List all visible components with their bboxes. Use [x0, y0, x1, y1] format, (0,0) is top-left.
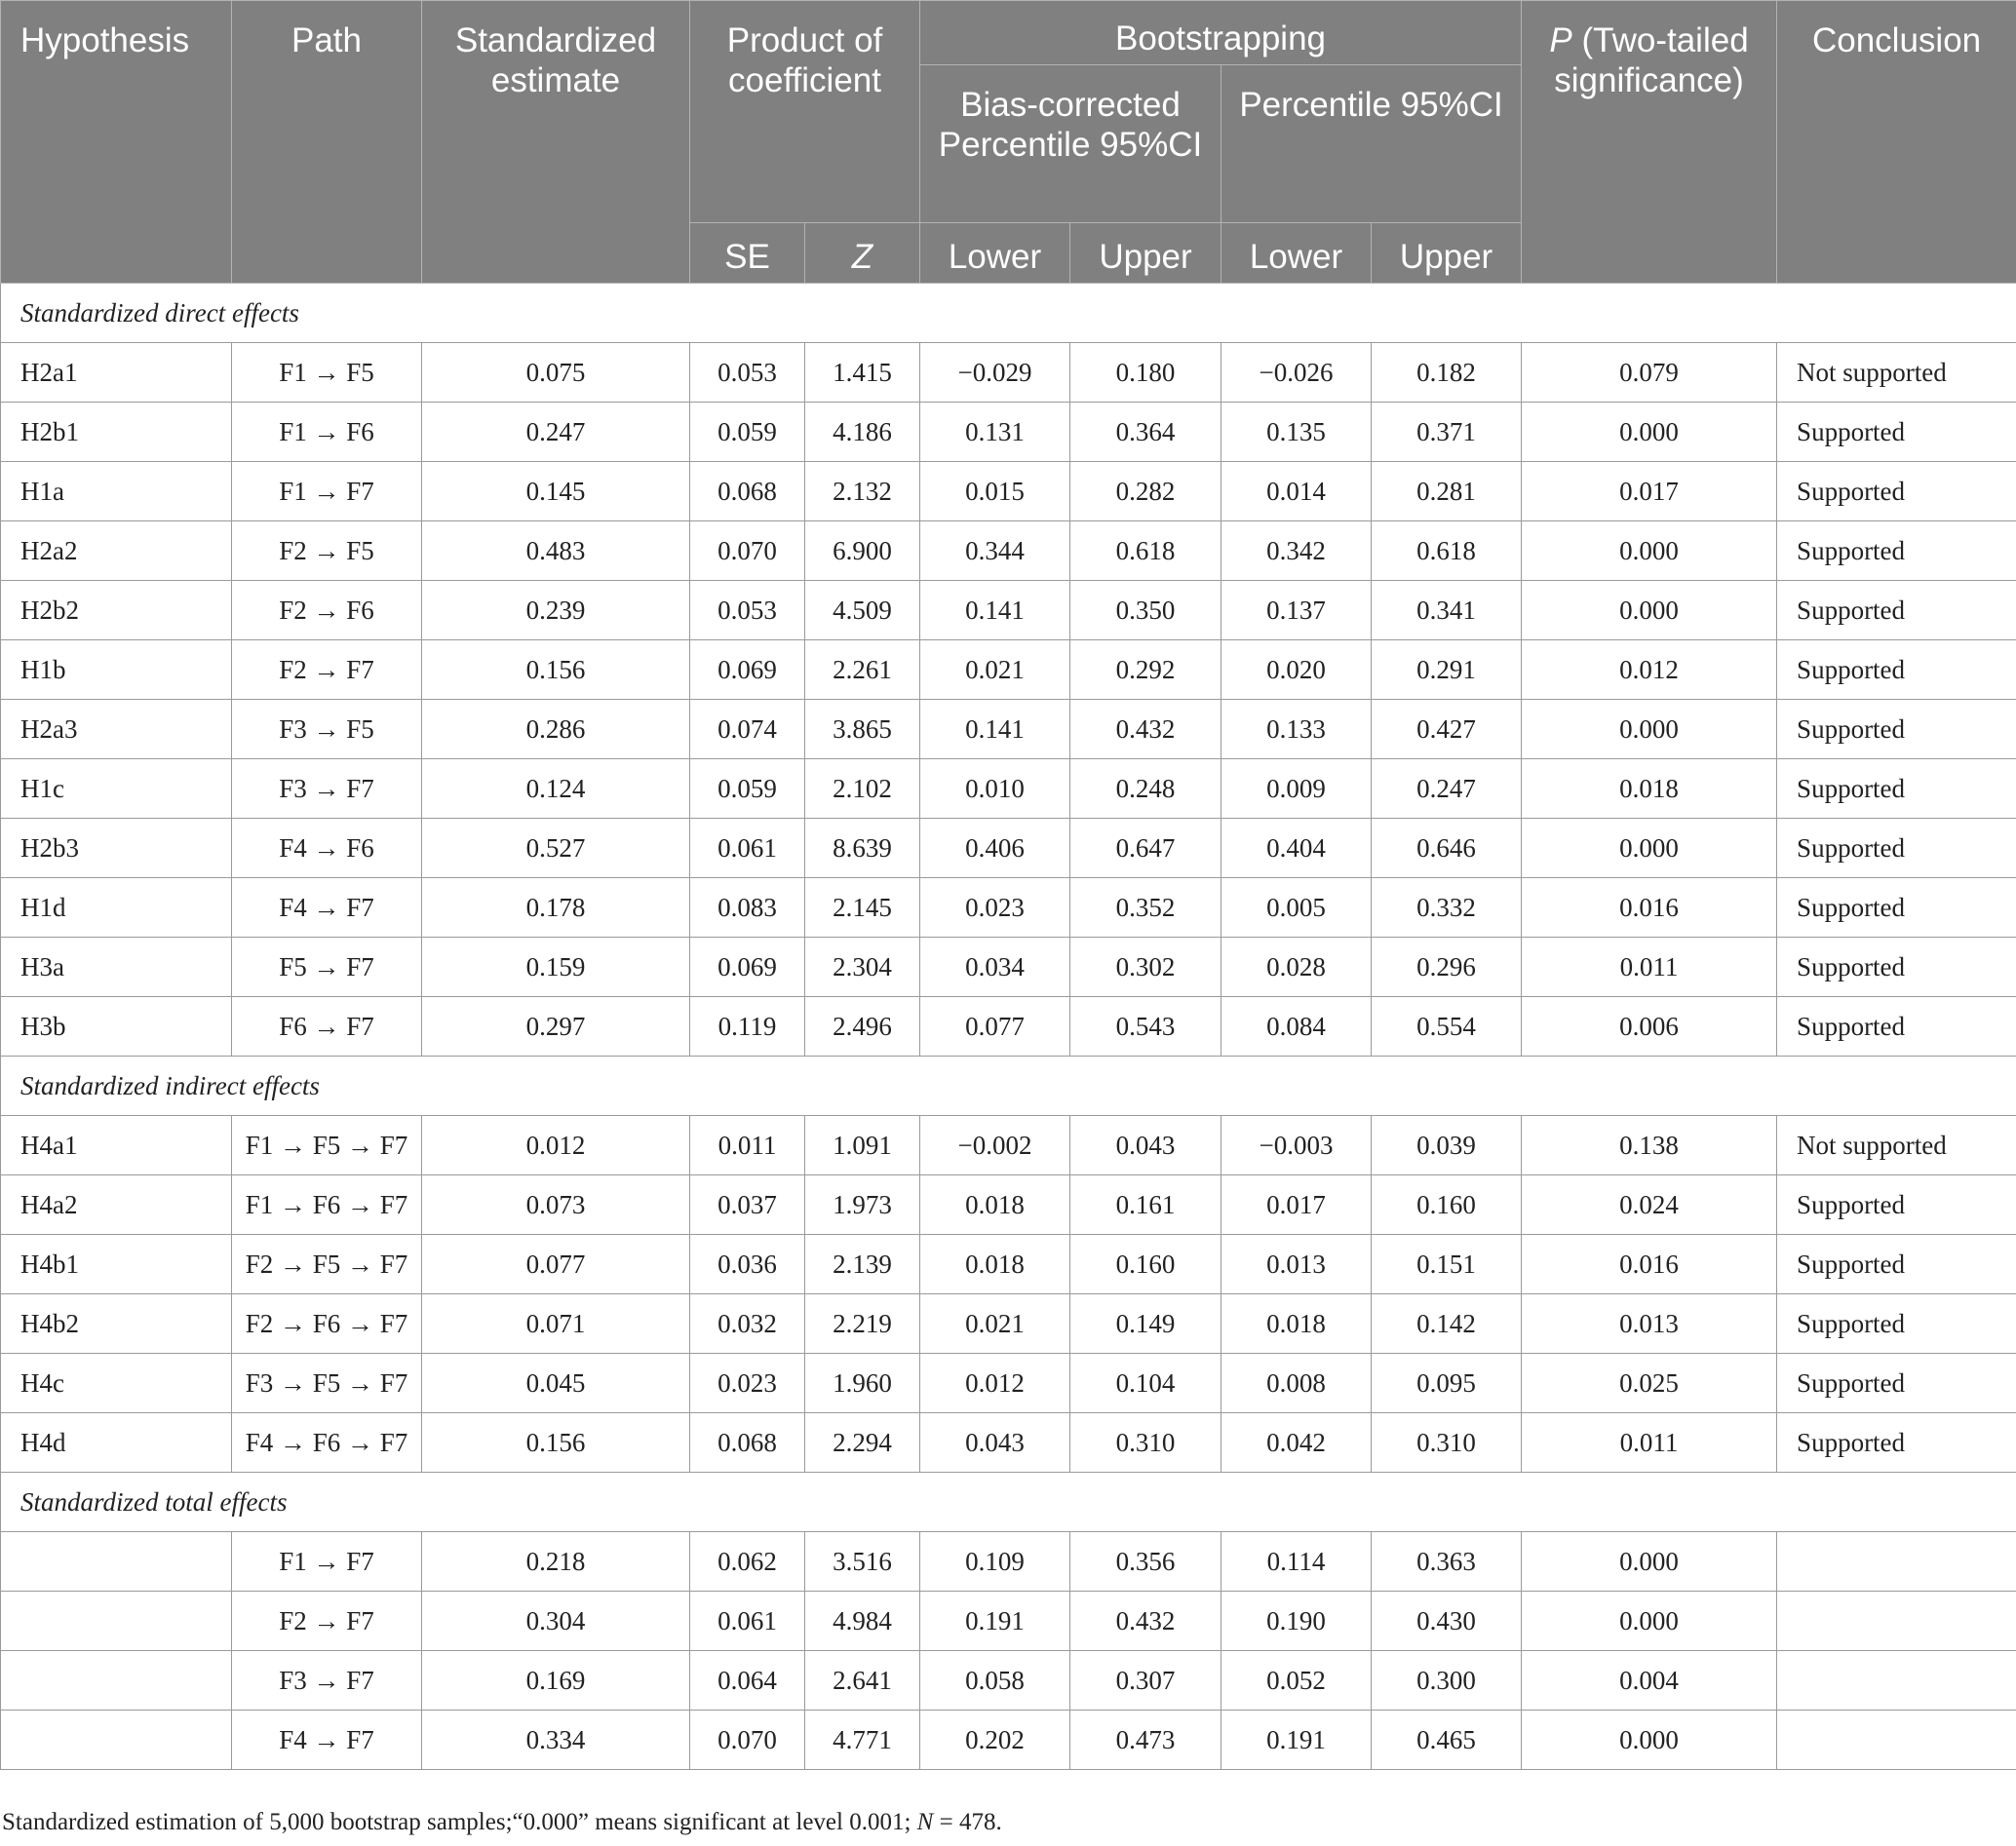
- cell-pc-upper: 0.554: [1372, 997, 1522, 1057]
- cell-se: 0.032: [690, 1294, 805, 1354]
- cell-p-value: 0.000: [1522, 1711, 1777, 1770]
- p-label: (Two-tailed significance): [1554, 21, 1749, 99]
- table-row: [1, 1651, 2016, 1711]
- cell-bc-upper: 0.432: [1070, 1592, 1221, 1651]
- cell-p-value: 0.011: [1522, 1413, 1777, 1473]
- cell-p-value: 0.000: [1522, 1532, 1777, 1592]
- cell-se: 0.069: [690, 938, 805, 997]
- cell-p-value: 0.000: [1522, 521, 1777, 581]
- header-standardized-estimate: Standardized estimate: [422, 1, 690, 284]
- cell-se: 0.059: [690, 403, 805, 462]
- cell-conclusion: Supported: [1777, 640, 2016, 700]
- cell-conclusion: Supported: [1777, 1235, 2016, 1294]
- cell-estimate: 0.527: [422, 819, 690, 878]
- cell-path: F3 → F7: [232, 759, 422, 819]
- cell-bc-upper: 0.356: [1070, 1532, 1221, 1592]
- cell-z: 4.984: [805, 1592, 920, 1651]
- cell-conclusion: [1777, 1711, 2016, 1770]
- header-z: Z: [805, 223, 920, 284]
- cell-p-value: 0.000: [1522, 819, 1777, 878]
- cell-conclusion: Supported: [1777, 403, 2016, 462]
- section-title: Standardized indirect effects: [1, 1057, 2016, 1116]
- cell-se: 0.059: [690, 759, 805, 819]
- cell-se: 0.068: [690, 462, 805, 521]
- header-p-value: [1522, 1, 1777, 284]
- cell-bc-lower: −0.002: [920, 1116, 1070, 1175]
- cell-z: 2.219: [805, 1294, 920, 1354]
- cell-conclusion: Not supported: [1777, 1116, 2016, 1175]
- cell-estimate: 0.178: [422, 878, 690, 938]
- p-symbol: P: [1549, 21, 1572, 59]
- cell-z: 2.145: [805, 878, 920, 938]
- cell-path: F2 → F5 → F7: [232, 1235, 422, 1294]
- cell-se: 0.083: [690, 878, 805, 938]
- cell-bc-lower: 0.202: [920, 1711, 1070, 1770]
- footnote-text: Standardized estimation of 5,000 bootstrap samples;“0.000” means significant at level 0.001;: [2, 1809, 917, 1835]
- header-pc-upper: Upper: [1372, 223, 1522, 284]
- cell-bc-lower: 0.058: [920, 1651, 1070, 1711]
- cell-se: 0.061: [690, 819, 805, 878]
- cell-path: F1 → F7: [232, 1532, 422, 1592]
- table-body: [1, 284, 2016, 1770]
- table-row: [1, 1175, 2016, 1235]
- cell-se: 0.011: [690, 1116, 805, 1175]
- cell-bc-lower: 0.109: [920, 1532, 1070, 1592]
- table-row: [1, 1592, 2016, 1651]
- cell-path: F1 → F5: [232, 343, 422, 403]
- cell-pc-lower: −0.003: [1221, 1116, 1372, 1175]
- cell-estimate: 0.159: [422, 938, 690, 997]
- cell-bc-lower: 0.021: [920, 1294, 1070, 1354]
- cell-pc-upper: 0.291: [1372, 640, 1522, 700]
- cell-hypothesis: H2a2: [1, 521, 232, 581]
- cell-conclusion: Supported: [1777, 462, 2016, 521]
- cell-path: F2 → F5: [232, 521, 422, 581]
- cell-path: F1 → F5 → F7: [232, 1116, 422, 1175]
- cell-estimate: 0.145: [422, 462, 690, 521]
- cell-p-value: 0.004: [1522, 1651, 1777, 1711]
- cell-p-value: 0.013: [1522, 1294, 1777, 1354]
- cell-pc-upper: 0.310: [1372, 1413, 1522, 1473]
- cell-estimate: 0.073: [422, 1175, 690, 1235]
- header-se: SE: [690, 223, 805, 284]
- cell-pc-lower: 0.013: [1221, 1235, 1372, 1294]
- cell-p-value: 0.017: [1522, 462, 1777, 521]
- footnote-n-symbol: N: [916, 1809, 934, 1835]
- cell-pc-lower: 0.135: [1221, 403, 1372, 462]
- cell-p-value: 0.000: [1522, 581, 1777, 640]
- cell-se: 0.053: [690, 581, 805, 640]
- cell-bc-upper: 0.043: [1070, 1116, 1221, 1175]
- cell-pc-upper: 0.465: [1372, 1711, 1522, 1770]
- cell-pc-lower: 0.042: [1221, 1413, 1372, 1473]
- cell-se: 0.070: [690, 521, 805, 581]
- cell-pc-lower: 0.008: [1221, 1354, 1372, 1413]
- cell-z: 2.496: [805, 997, 920, 1057]
- cell-estimate: 0.304: [422, 1592, 690, 1651]
- cell-se: 0.023: [690, 1354, 805, 1413]
- cell-bc-upper: 0.618: [1070, 521, 1221, 581]
- cell-estimate: 0.297: [422, 997, 690, 1057]
- cell-conclusion: [1777, 1532, 2016, 1592]
- cell-path: F2 → F6 → F7: [232, 1294, 422, 1354]
- cell-conclusion: [1777, 1651, 2016, 1711]
- cell-pc-lower: 0.017: [1221, 1175, 1372, 1235]
- cell-pc-lower: 0.114: [1221, 1532, 1372, 1592]
- cell-hypothesis: H4a1: [1, 1116, 232, 1175]
- table-footnote: [2, 1809, 1002, 1836]
- cell-hypothesis: H1c: [1, 759, 232, 819]
- cell-conclusion: Supported: [1777, 1175, 2016, 1235]
- cell-pc-upper: 0.247: [1372, 759, 1522, 819]
- cell-conclusion: Supported: [1777, 938, 2016, 997]
- cell-bc-lower: 0.015: [920, 462, 1070, 521]
- cell-pc-lower: 0.052: [1221, 1651, 1372, 1711]
- cell-bc-lower: 0.043: [920, 1413, 1070, 1473]
- header-bias-corrected-ci: Bias-corrected Percentile 95%CI: [920, 65, 1221, 223]
- cell-pc-upper: 0.363: [1372, 1532, 1522, 1592]
- cell-se: 0.036: [690, 1235, 805, 1294]
- cell-z: 1.415: [805, 343, 920, 403]
- cell-bc-upper: 0.149: [1070, 1294, 1221, 1354]
- cell-se: 0.061: [690, 1592, 805, 1651]
- cell-bc-upper: 0.292: [1070, 640, 1221, 700]
- cell-path: F6 → F7: [232, 997, 422, 1057]
- cell-estimate: 0.156: [422, 1413, 690, 1473]
- cell-se: 0.053: [690, 343, 805, 403]
- cell-p-value: 0.016: [1522, 1235, 1777, 1294]
- cell-pc-lower: 0.190: [1221, 1592, 1372, 1651]
- cell-path: F1 → F6 → F7: [232, 1175, 422, 1235]
- cell-bc-upper: 0.647: [1070, 819, 1221, 878]
- table-row: [1, 1354, 2016, 1413]
- cell-conclusion: Supported: [1777, 997, 2016, 1057]
- header-product-of-coefficient: Product of coefficient: [690, 1, 920, 223]
- cell-path: F4 → F6: [232, 819, 422, 878]
- cell-z: 8.639: [805, 819, 920, 878]
- cell-p-value: 0.012: [1522, 640, 1777, 700]
- cell-hypothesis: [1, 1532, 232, 1592]
- cell-conclusion: Supported: [1777, 521, 2016, 581]
- cell-pc-lower: 0.009: [1221, 759, 1372, 819]
- table-row: [1, 462, 2016, 521]
- cell-pc-lower: 0.133: [1221, 700, 1372, 759]
- cell-estimate: 0.124: [422, 759, 690, 819]
- cell-hypothesis: H4b2: [1, 1294, 232, 1354]
- cell-conclusion: Not supported: [1777, 343, 2016, 403]
- cell-estimate: 0.483: [422, 521, 690, 581]
- cell-se: 0.070: [690, 1711, 805, 1770]
- cell-hypothesis: H4b1: [1, 1235, 232, 1294]
- cell-estimate: 0.071: [422, 1294, 690, 1354]
- cell-path: F2 → F7: [232, 1592, 422, 1651]
- cell-estimate: 0.334: [422, 1711, 690, 1770]
- cell-p-value: 0.079: [1522, 343, 1777, 403]
- cell-pc-upper: 0.646: [1372, 819, 1522, 878]
- cell-pc-upper: 0.142: [1372, 1294, 1522, 1354]
- table-row: [1, 1532, 2016, 1592]
- header-bootstrapping: Bootstrapping: [920, 1, 1522, 65]
- cell-bc-lower: 0.406: [920, 819, 1070, 878]
- cell-p-value: 0.016: [1522, 878, 1777, 938]
- section-header-row: [1, 1057, 2016, 1116]
- cell-hypothesis: H1a: [1, 462, 232, 521]
- section-header-row: [1, 284, 2016, 343]
- cell-bc-upper: 0.473: [1070, 1711, 1221, 1770]
- cell-estimate: 0.156: [422, 640, 690, 700]
- cell-path: F4 → F7: [232, 1711, 422, 1770]
- header-bc-lower: Lower: [920, 223, 1070, 284]
- cell-pc-lower: 0.014: [1221, 462, 1372, 521]
- cell-path: F4 → F7: [232, 878, 422, 938]
- cell-hypothesis: [1, 1711, 232, 1770]
- cell-pc-upper: 0.332: [1372, 878, 1522, 938]
- cell-bc-upper: 0.432: [1070, 700, 1221, 759]
- cell-conclusion: Supported: [1777, 1294, 2016, 1354]
- cell-pc-lower: 0.084: [1221, 997, 1372, 1057]
- table-row: [1, 759, 2016, 819]
- header-conclusion: Conclusion: [1777, 1, 2016, 284]
- cell-bc-lower: 0.344: [920, 521, 1070, 581]
- cell-hypothesis: [1, 1592, 232, 1651]
- cell-path: F3 → F5 → F7: [232, 1354, 422, 1413]
- cell-bc-lower: 0.012: [920, 1354, 1070, 1413]
- cell-conclusion: Supported: [1777, 819, 2016, 878]
- cell-conclusion: [1777, 1592, 2016, 1651]
- cell-z: 2.294: [805, 1413, 920, 1473]
- cell-conclusion: Supported: [1777, 581, 2016, 640]
- cell-z: 2.139: [805, 1235, 920, 1294]
- cell-path: F2 → F7: [232, 640, 422, 700]
- cell-bc-lower: 0.141: [920, 581, 1070, 640]
- cell-pc-lower: 0.005: [1221, 878, 1372, 938]
- cell-estimate: 0.218: [422, 1532, 690, 1592]
- table-row: [1, 1413, 2016, 1473]
- cell-estimate: 0.247: [422, 403, 690, 462]
- cell-pc-upper: 0.341: [1372, 581, 1522, 640]
- table-row: [1, 997, 2016, 1057]
- cell-z: 2.132: [805, 462, 920, 521]
- cell-bc-upper: 0.307: [1070, 1651, 1221, 1711]
- cell-p-value: 0.018: [1522, 759, 1777, 819]
- cell-estimate: 0.169: [422, 1651, 690, 1711]
- cell-p-value: 0.000: [1522, 403, 1777, 462]
- cell-bc-lower: 0.077: [920, 997, 1070, 1057]
- cell-bc-lower: −0.029: [920, 343, 1070, 403]
- cell-hypothesis: H1b: [1, 640, 232, 700]
- cell-p-value: 0.025: [1522, 1354, 1777, 1413]
- table-row: [1, 1235, 2016, 1294]
- cell-bc-upper: 0.364: [1070, 403, 1221, 462]
- cell-pc-lower: 0.028: [1221, 938, 1372, 997]
- cell-bc-upper: 0.310: [1070, 1413, 1221, 1473]
- table-row: [1, 878, 2016, 938]
- table-row: [1, 581, 2016, 640]
- cell-estimate: 0.077: [422, 1235, 690, 1294]
- cell-bc-lower: 0.034: [920, 938, 1070, 997]
- cell-bc-lower: 0.021: [920, 640, 1070, 700]
- cell-z: 2.641: [805, 1651, 920, 1711]
- cell-conclusion: Supported: [1777, 1354, 2016, 1413]
- cell-bc-upper: 0.302: [1070, 938, 1221, 997]
- cell-se: 0.069: [690, 640, 805, 700]
- cell-z: 4.771: [805, 1711, 920, 1770]
- table-row: [1, 700, 2016, 759]
- cell-path: F1 → F7: [232, 462, 422, 521]
- cell-se: 0.068: [690, 1413, 805, 1473]
- cell-pc-lower: 0.137: [1221, 581, 1372, 640]
- cell-bc-lower: 0.010: [920, 759, 1070, 819]
- cell-p-value: 0.024: [1522, 1175, 1777, 1235]
- cell-pc-lower: −0.026: [1221, 343, 1372, 403]
- cell-z: 4.509: [805, 581, 920, 640]
- cell-z: 6.900: [805, 521, 920, 581]
- cell-bc-lower: 0.131: [920, 403, 1070, 462]
- header-path: Path: [232, 1, 422, 284]
- cell-se: 0.064: [690, 1651, 805, 1711]
- cell-path: F5 → F7: [232, 938, 422, 997]
- cell-path: F2 → F6: [232, 581, 422, 640]
- cell-se: 0.074: [690, 700, 805, 759]
- cell-pc-upper: 0.281: [1372, 462, 1522, 521]
- cell-estimate: 0.286: [422, 700, 690, 759]
- cell-p-value: 0.138: [1522, 1116, 1777, 1175]
- cell-hypothesis: H4d: [1, 1413, 232, 1473]
- cell-conclusion: Supported: [1777, 700, 2016, 759]
- cell-z: 2.304: [805, 938, 920, 997]
- cell-z: 1.091: [805, 1116, 920, 1175]
- cell-hypothesis: [1, 1651, 232, 1711]
- cell-se: 0.062: [690, 1532, 805, 1592]
- cell-pc-lower: 0.342: [1221, 521, 1372, 581]
- table-row: [1, 1116, 2016, 1175]
- cell-estimate: 0.075: [422, 343, 690, 403]
- cell-se: 0.119: [690, 997, 805, 1057]
- cell-pc-lower: 0.404: [1221, 819, 1372, 878]
- cell-estimate: 0.239: [422, 581, 690, 640]
- section-header-row: [1, 1473, 2016, 1532]
- cell-bc-upper: 0.352: [1070, 878, 1221, 938]
- cell-bc-lower: 0.018: [920, 1175, 1070, 1235]
- cell-bc-upper: 0.543: [1070, 997, 1221, 1057]
- cell-z: 2.261: [805, 640, 920, 700]
- cell-pc-upper: 0.371: [1372, 403, 1522, 462]
- cell-path: F3 → F7: [232, 1651, 422, 1711]
- table-row: [1, 640, 2016, 700]
- cell-bc-upper: 0.248: [1070, 759, 1221, 819]
- cell-bc-upper: 0.350: [1070, 581, 1221, 640]
- table-row: [1, 938, 2016, 997]
- cell-bc-upper: 0.180: [1070, 343, 1221, 403]
- cell-z: 1.973: [805, 1175, 920, 1235]
- table-row: [1, 1294, 2016, 1354]
- cell-pc-lower: 0.018: [1221, 1294, 1372, 1354]
- cell-pc-upper: 0.430: [1372, 1592, 1522, 1651]
- cell-z: 4.186: [805, 403, 920, 462]
- cell-z: 3.865: [805, 700, 920, 759]
- cell-z: 3.516: [805, 1532, 920, 1592]
- header-bc-upper: Upper: [1070, 223, 1221, 284]
- table-row: [1, 1711, 2016, 1770]
- cell-z: 2.102: [805, 759, 920, 819]
- cell-pc-upper: 0.039: [1372, 1116, 1522, 1175]
- cell-bc-upper: 0.161: [1070, 1175, 1221, 1235]
- cell-hypothesis: H3a: [1, 938, 232, 997]
- cell-hypothesis: H4c: [1, 1354, 232, 1413]
- cell-pc-upper: 0.427: [1372, 700, 1522, 759]
- cell-p-value: 0.006: [1522, 997, 1777, 1057]
- table-header: [1, 1, 2016, 284]
- cell-p-value: 0.000: [1522, 700, 1777, 759]
- header-pc-lower: Lower: [1221, 223, 1372, 284]
- cell-pc-upper: 0.300: [1372, 1651, 1522, 1711]
- cell-path: F4 → F6 → F7: [232, 1413, 422, 1473]
- cell-pc-upper: 0.151: [1372, 1235, 1522, 1294]
- header-percentile-ci: Percentile 95%CI: [1221, 65, 1522, 223]
- table-row: [1, 521, 2016, 581]
- cell-bc-lower: 0.141: [920, 700, 1070, 759]
- cell-p-value: 0.011: [1522, 938, 1777, 997]
- cell-hypothesis: H1d: [1, 878, 232, 938]
- cell-se: 0.037: [690, 1175, 805, 1235]
- cell-bc-lower: 0.023: [920, 878, 1070, 938]
- cell-z: 1.960: [805, 1354, 920, 1413]
- cell-pc-upper: 0.618: [1372, 521, 1522, 581]
- cell-bc-lower: 0.018: [920, 1235, 1070, 1294]
- cell-pc-upper: 0.160: [1372, 1175, 1522, 1235]
- cell-pc-lower: 0.191: [1221, 1711, 1372, 1770]
- cell-pc-upper: 0.296: [1372, 938, 1522, 997]
- cell-pc-upper: 0.182: [1372, 343, 1522, 403]
- cell-p-value: 0.000: [1522, 1592, 1777, 1651]
- cell-bc-upper: 0.104: [1070, 1354, 1221, 1413]
- cell-hypothesis: H2b3: [1, 819, 232, 878]
- table-row: [1, 343, 2016, 403]
- cell-pc-upper: 0.095: [1372, 1354, 1522, 1413]
- header-hypothesis: Hypothesis: [1, 1, 232, 284]
- cell-bc-upper: 0.282: [1070, 462, 1221, 521]
- table-row: [1, 403, 2016, 462]
- cell-bc-lower: 0.191: [920, 1592, 1070, 1651]
- cell-path: F1 → F6: [232, 403, 422, 462]
- cell-pc-lower: 0.020: [1221, 640, 1372, 700]
- section-title: Standardized direct effects: [1, 284, 2016, 343]
- table-row: [1, 819, 2016, 878]
- cell-bc-upper: 0.160: [1070, 1235, 1221, 1294]
- cell-hypothesis: H2b2: [1, 581, 232, 640]
- cell-path: F3 → F5: [232, 700, 422, 759]
- cell-hypothesis: H3b: [1, 997, 232, 1057]
- cell-estimate: 0.012: [422, 1116, 690, 1175]
- cell-estimate: 0.045: [422, 1354, 690, 1413]
- cell-hypothesis: H4a2: [1, 1175, 232, 1235]
- cell-conclusion: Supported: [1777, 878, 2016, 938]
- footnote-n-value: = 478.: [933, 1809, 1002, 1835]
- cell-conclusion: Supported: [1777, 1413, 2016, 1473]
- cell-hypothesis: H2a3: [1, 700, 232, 759]
- cell-hypothesis: H2b1: [1, 403, 232, 462]
- section-title: Standardized total effects: [1, 1473, 2016, 1532]
- cell-hypothesis: H2a1: [1, 343, 232, 403]
- cell-conclusion: Supported: [1777, 759, 2016, 819]
